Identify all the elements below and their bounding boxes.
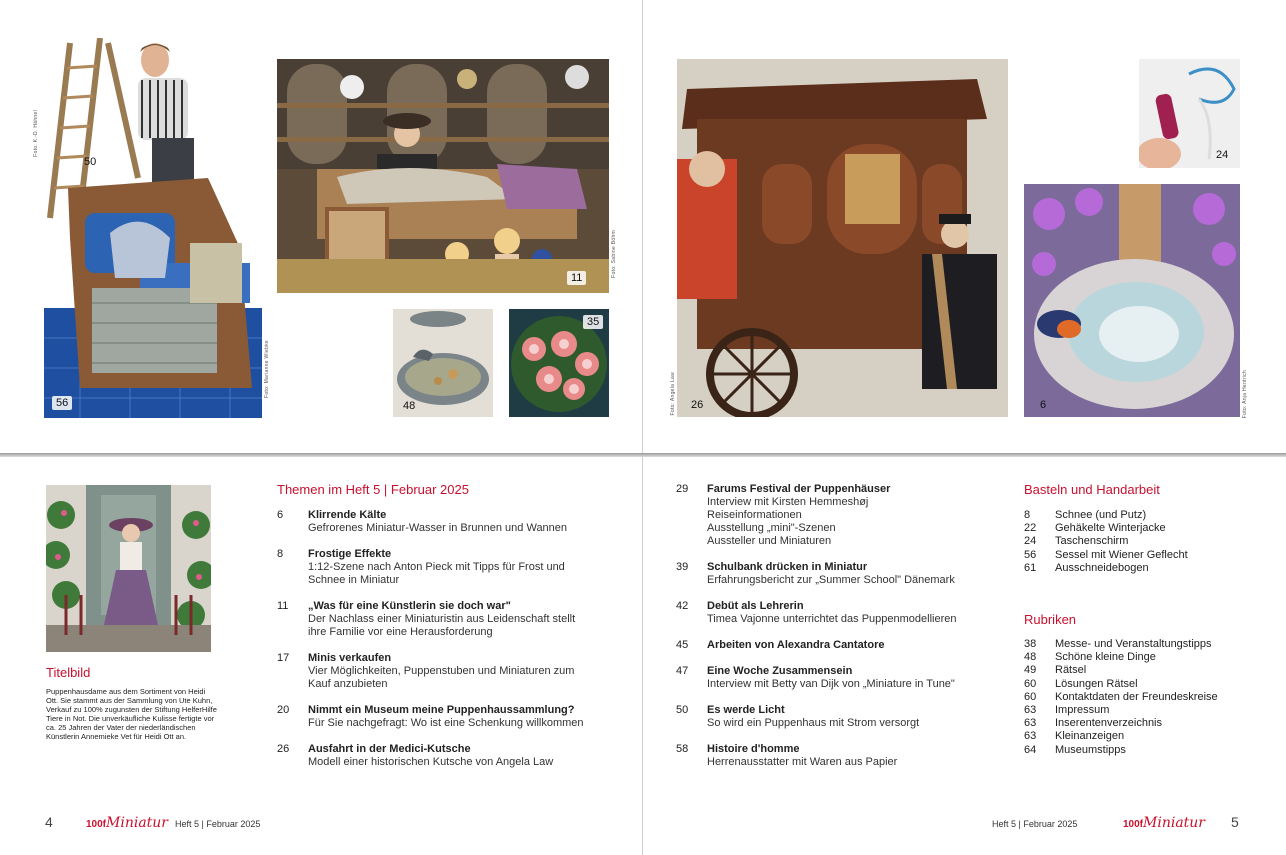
page-ref-24: 24 (1216, 149, 1229, 161)
toc-page-number: 26 (277, 743, 290, 755)
toc-page-number: 45 (676, 639, 689, 651)
basteln-item[interactable] (1024, 522, 1264, 535)
photo-shop-shelves (277, 59, 609, 293)
rubriken-item[interactable] (1024, 664, 1264, 677)
page-ref-56: 56 (52, 396, 72, 410)
toc-page-number: 50 (676, 704, 689, 716)
photo-credit: Foto: Marianne Wiebke (264, 340, 270, 398)
photo-flower-plate (509, 309, 609, 417)
themen-list-left (277, 509, 617, 779)
rubriken-item[interactable] (1024, 730, 1264, 743)
item-page-number: 38 (1024, 638, 1037, 650)
item-title: Schnee (und Putz) (1055, 509, 1147, 521)
toc-subtitle: ihre Familie vor eine Herausforderung (308, 626, 493, 638)
toc-subtitle: Interview mit Kirsten Hemmeshøj (707, 496, 869, 508)
page-ref-6: 6 (1040, 399, 1047, 411)
photo-cover-doll (46, 485, 211, 652)
item-title: Taschenschirm (1055, 535, 1129, 548)
magazine-logo-left (86, 815, 168, 831)
photo-credit: Foto: K.-D. Hähnel (33, 110, 39, 157)
photo-credit: Foto: Sabine Böhm (611, 230, 617, 278)
toc-page-number: 17 (277, 652, 290, 664)
toc-title: Histoire d'homme (707, 743, 800, 755)
page-ref-11: 11 (567, 271, 586, 285)
toc-title: Minis verkaufen (308, 652, 392, 664)
issue-label-left: Heft 5 | Februar 2025 (175, 819, 261, 829)
toc-subtitle: Herrenausstatter mit Waren aus Papier (707, 756, 898, 768)
logo-prefix: 100f (1123, 819, 1144, 830)
item-page-number: 61 (1024, 561, 1037, 574)
themen-list-right (676, 483, 1016, 773)
item-title: Gehäkelte Winterjacke (1055, 522, 1166, 535)
themen-heading: Themen im Heft 5 | Februar 2025 (277, 482, 469, 497)
item-page-number: 60 (1024, 690, 1037, 703)
item-page-number: 60 (1024, 677, 1037, 690)
item-page-number: 63 (1024, 703, 1037, 716)
item-title: Messe- und Veranstaltungstipps (1055, 638, 1212, 650)
toc-title: Schulbank drücken in Miniatur (707, 561, 868, 573)
toc-title: Frostige Effekte (308, 548, 392, 560)
item-title: Schöne kleine Dinge (1055, 651, 1156, 664)
toc-title: Debüt als Lehrerin (707, 600, 804, 612)
item-title: Inserentenverzeichnis (1055, 717, 1163, 730)
toc-subtitle: 1:12-Szene nach Anton Pieck mit Tipps für Frost und (308, 561, 565, 573)
toc-page-number: 47 (676, 665, 689, 677)
item-title: Kontaktdaten der Freundeskreise (1055, 690, 1218, 703)
toc-page-number: 20 (277, 704, 290, 716)
rubriken-item[interactable] (1024, 691, 1264, 704)
item-title: Impressum (1055, 703, 1110, 716)
page-number-right: 5 (1231, 814, 1239, 830)
page-ref-26: 26 (691, 399, 704, 411)
toc-subtitle: Kauf anzubieten (308, 678, 388, 690)
photo-ladder-figure (40, 38, 262, 418)
item-page-number: 49 (1024, 664, 1037, 677)
toc-subtitle: Erfahrungsbericht zur „Summer School" Dänemark (707, 574, 955, 586)
item-title: Museumstipps (1055, 743, 1126, 756)
basteln-item[interactable] (1024, 549, 1264, 562)
toc-page-number: 8 (277, 548, 284, 560)
toc-title: Ausfahrt in der Medici-Kutsche (308, 743, 471, 755)
toc-title: Eine Woche Zusammensein (707, 665, 853, 677)
item-page-number: 63 (1024, 730, 1037, 743)
toc-subtitle: Aussteller und Miniaturen (707, 535, 832, 547)
page-number-left: 4 (45, 814, 53, 830)
basteln-heading: Basteln und Handarbeit (1024, 482, 1160, 497)
item-page-number: 63 (1024, 717, 1037, 730)
rubriken-list (1024, 638, 1264, 757)
toc-title: „Was für eine Künstlerin sie doch war" (308, 600, 511, 612)
toc-title: Klirrende Kälte (308, 509, 387, 521)
photo-credit: Foto: Anja Hentrich (1242, 370, 1248, 419)
page-ref-50: 50 (84, 156, 97, 168)
spread-divider (0, 453, 1286, 457)
toc-subtitle: Schnee in Miniatur (308, 574, 400, 586)
item-page-number: 22 (1024, 522, 1037, 535)
rubriken-item[interactable] (1024, 704, 1264, 717)
item-title: Rätsel (1055, 664, 1087, 677)
toc-page-number: 58 (676, 743, 689, 755)
photo-birdbath (393, 309, 493, 417)
page-ref-48: 48 (403, 400, 416, 412)
basteln-item[interactable] (1024, 562, 1264, 575)
photo-credit: Foto: Angela Law (670, 372, 676, 416)
rubriken-item[interactable] (1024, 638, 1264, 651)
toc-page-number: 6 (277, 509, 284, 521)
toc-title: Arbeiten von Alexandra Cantatore (707, 639, 885, 651)
item-title: Kleinanzeigen (1055, 730, 1125, 743)
toc-page-number: 11 (277, 600, 289, 612)
toc-subtitle: Reiseinformationen (707, 509, 802, 521)
toc-subtitle: Vier Möglichkeiten, Puppenstuben und Miniaturen zum (308, 665, 575, 677)
logo-word: Miniatur (106, 815, 169, 831)
toc-title: Farums Festival der Puppenhäuser (707, 483, 891, 495)
toc-subtitle: Ausstellung „mini"-Szenen (707, 522, 836, 534)
page-ref-35: 35 (583, 315, 603, 329)
toc-subtitle: Timea Vajonne unterrichtet das Puppenmodellieren (707, 613, 957, 625)
toc-subtitle: Gefrorenes Miniatur-Wasser in Brunnen und Wannen (308, 522, 568, 534)
titelbild-caption: Puppenhausdame aus dem Sortiment von Heidi Ott. Sie stammt aus der Sammlung von Ute Kuhn, Verkauf zu 100% zugunsten der Stiftung HelferHilfe Tiere in Not. Die unverkäufliche Kulisse fertigte vor ca. 25 Jahren der Vater der niederländischen Künstlerin Annemieke Vet für Heidi Ott an. (46, 687, 217, 741)
toc-subtitle: Für Sie nachgefragt: Wo ist eine Schenkung willkommen (308, 717, 584, 729)
basteln-item[interactable] (1024, 535, 1264, 548)
page-spine (642, 0, 643, 855)
item-page-number: 24 (1024, 535, 1037, 548)
rubriken-item[interactable] (1024, 651, 1264, 664)
rubriken-item[interactable] (1024, 744, 1264, 757)
item-page-number: 8 (1024, 509, 1031, 521)
toc-page-number: 29 (676, 483, 689, 495)
magazine-logo-right (1123, 815, 1205, 831)
item-page-number: 56 (1024, 548, 1037, 561)
toc-page-number: 39 (676, 561, 689, 573)
basteln-list (1024, 509, 1264, 575)
photo-carriage (677, 59, 1008, 417)
basteln-item[interactable] (1024, 509, 1264, 522)
rubriken-item[interactable] (1024, 717, 1264, 730)
toc-title: Es werde Licht (707, 704, 785, 716)
titelbild-heading: Titelbild (46, 665, 91, 680)
logo-word: Miniatur (1143, 815, 1206, 831)
photo-umbrella-pen (1139, 59, 1240, 168)
logo-prefix: 100f (86, 819, 107, 830)
item-page-number: 64 (1024, 743, 1037, 756)
toc-subtitle: Modell einer historischen Kutsche von Angela Law (308, 756, 554, 768)
toc-subtitle: So wird ein Puppenhaus mit Strom versorgt (707, 717, 920, 729)
item-title: Lösungen Rätsel (1055, 677, 1138, 690)
toc-title: Nimmt ein Museum meine Puppenhaussammlung? (308, 704, 575, 716)
photo-frozen-fountain (1024, 184, 1240, 417)
item-title: Sessel mit Wiener Geflecht (1055, 548, 1188, 561)
toc-subtitle: Der Nachlass einer Miniaturistin aus Leidenschaft stellt (308, 613, 576, 625)
toc-subtitle: Interview mit Betty van Dijk von „Miniature in Tune" (707, 678, 955, 690)
item-page-number: 48 (1024, 651, 1037, 664)
item-title: Ausschneidebogen (1055, 561, 1149, 574)
toc-page-number: 42 (676, 600, 689, 612)
issue-label-right: Heft 5 | Februar 2025 (992, 819, 1078, 829)
rubriken-heading: Rubriken (1024, 612, 1077, 627)
rubriken-item[interactable] (1024, 678, 1264, 691)
